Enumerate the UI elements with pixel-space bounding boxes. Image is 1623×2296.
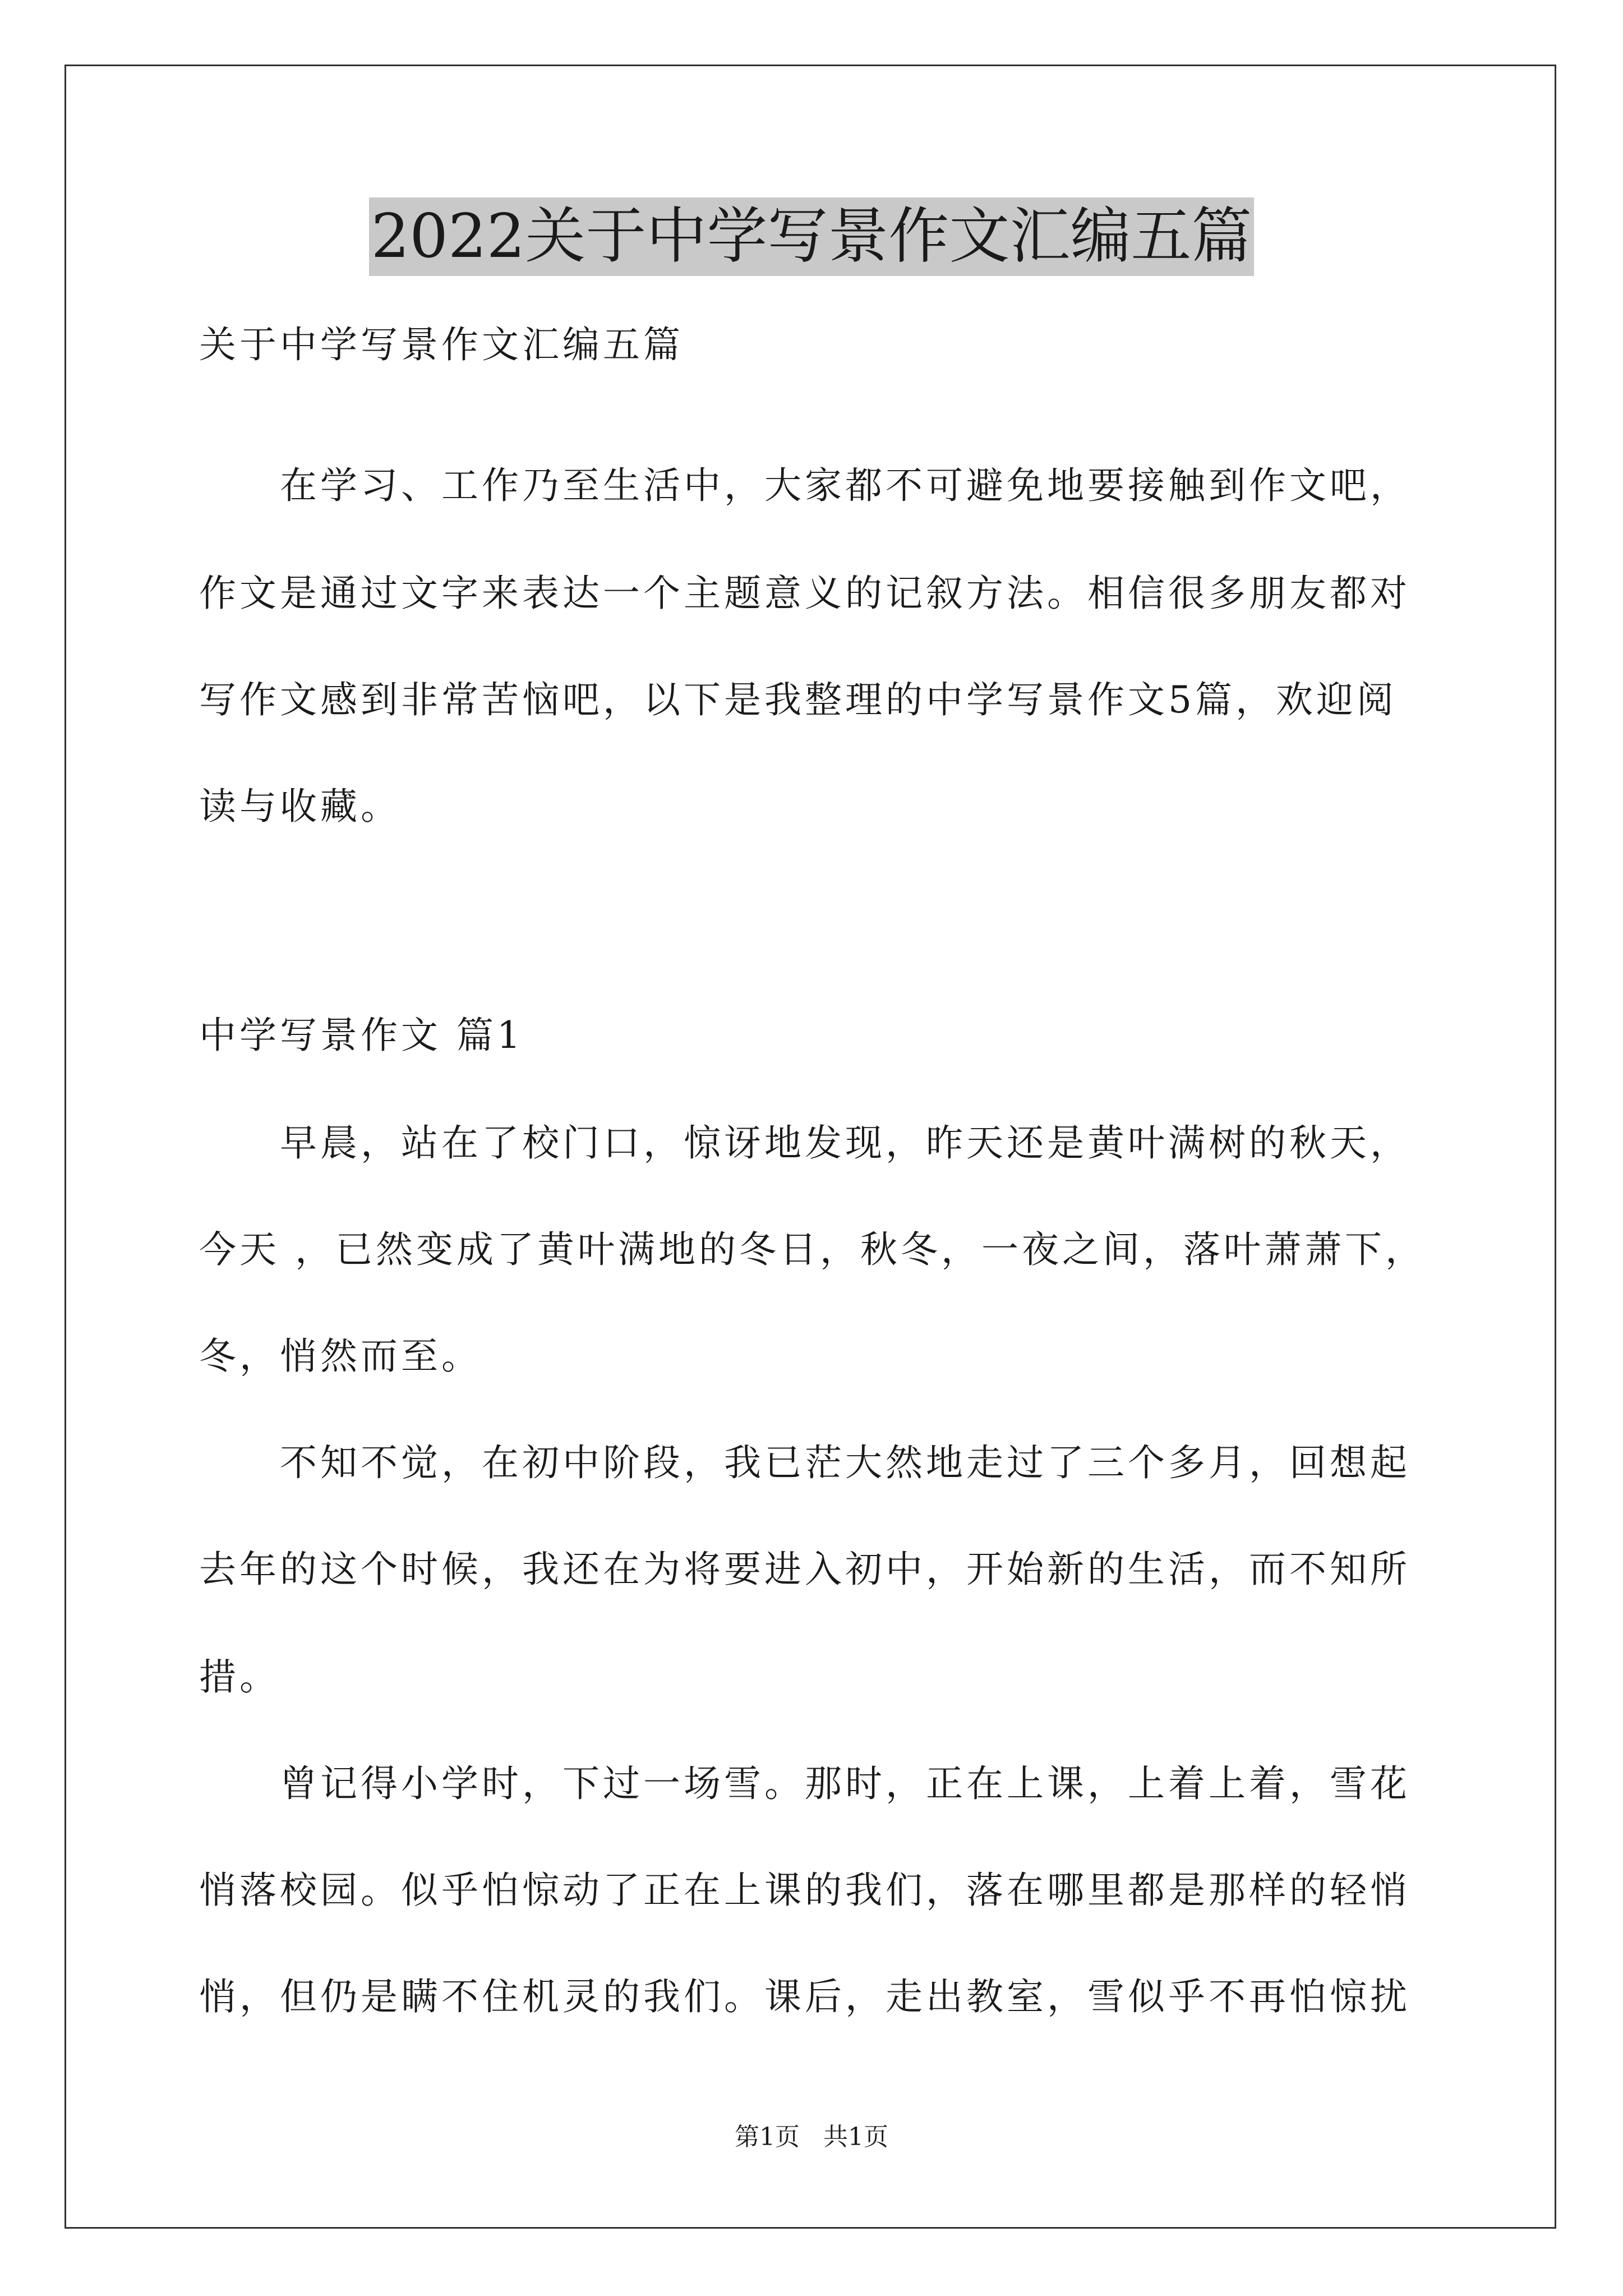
body-line-14: 悄，但仍是瞒不住机灵的我们。课后，走出教室，雪似乎不再怕惊扰 bbox=[199, 1975, 1410, 2018]
body-line-10: 去年的这个时候，我还在为将要进入初中，开始新的生活，而不知所 bbox=[199, 1548, 1410, 1591]
body-line-13: 悄落校园。似乎怕惊动了正在上课的我们，落在哪里都是那样的轻悄 bbox=[199, 1869, 1410, 1912]
body-line-6: 早晨，站在了校门口，惊讶地发现，昨天还是黄叶满树的秋天， bbox=[199, 1121, 1410, 1165]
title-container bbox=[0, 197, 1623, 276]
page-number-total: 共1页 bbox=[823, 2123, 888, 2151]
body-line-9: 不知不觉，在初中阶段，我已茫大然地走过了三个多月，回想起 bbox=[199, 1441, 1410, 1484]
page-number-current: 第1页 bbox=[735, 2123, 800, 2151]
page-footer bbox=[0, 2120, 1623, 2154]
footer-spacer bbox=[800, 2123, 823, 2151]
body-line-1: 关于中学写景作文汇编五篇 bbox=[199, 323, 684, 366]
body-line-5: 读与收藏。 bbox=[199, 785, 401, 828]
body-line-8: 冬，悄然而至。 bbox=[199, 1335, 482, 1378]
body-line-12: 曾记得小学时，下过一场雪。那时，正在上课，上着上着，雪花 bbox=[199, 1762, 1410, 1805]
body-line-2: 在学习、工作乃至生活中，大家都不可避免地要接触到作文吧， bbox=[199, 464, 1410, 507]
body-line-11: 措。 bbox=[199, 1655, 280, 1699]
document-title: 2022关于中学写景作文汇编五篇 bbox=[369, 197, 1255, 276]
body-line-3: 作文是通过文字来表达一个主题意义的记叙方法。相信很多朋友都对 bbox=[199, 572, 1410, 615]
section-heading: 中学写景作文 篇1 bbox=[199, 1014, 524, 1057]
body-line-7: 今天 ，已然变成了黄叶满地的冬日，秋冬，一夜之间，落叶萧萧下， bbox=[199, 1228, 1426, 1271]
body-line-4: 写作文感到非常苦恼吧，以下是我整理的中学写景作文5篇，欢迎阅 bbox=[199, 678, 1397, 721]
